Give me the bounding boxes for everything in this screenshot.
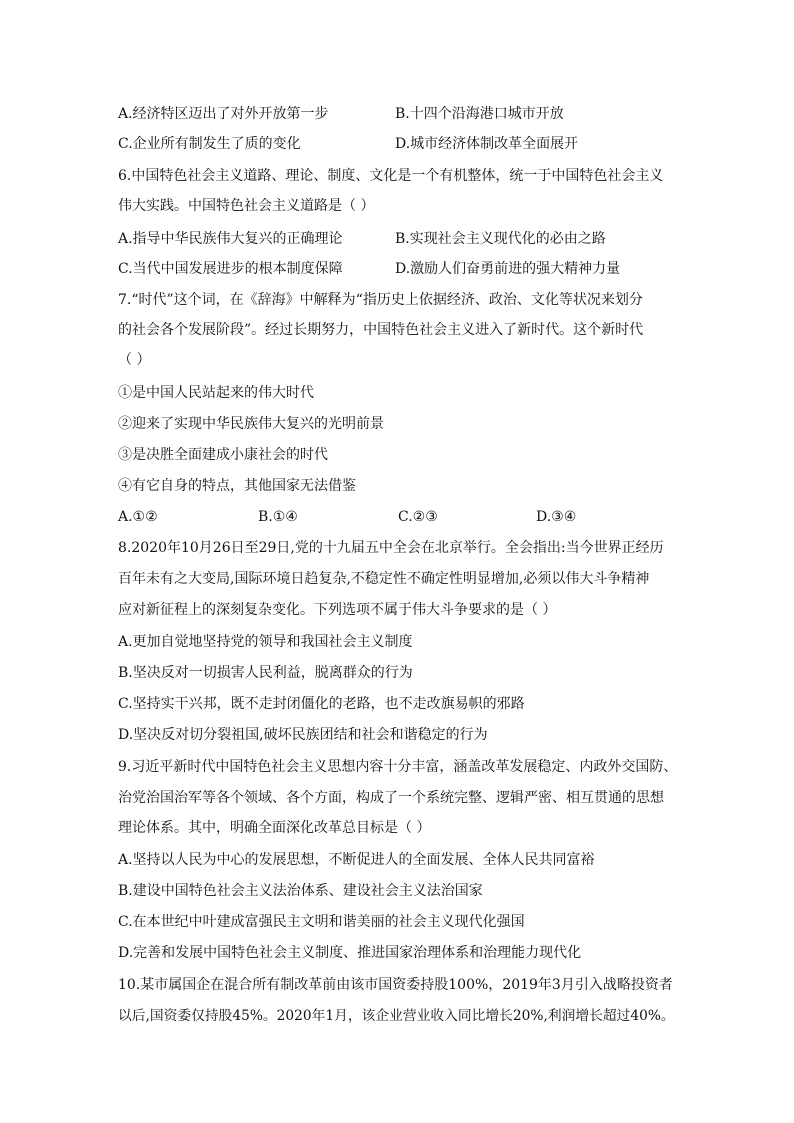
q9-option-a: A.坚持以人民为中心的发展思想，不断促进人的全面发展、全体人民共同富裕 — [118, 852, 595, 868]
q7-item-2: ②迎来了实现中华民族伟大复兴的光明前景 — [118, 416, 384, 432]
q5-option-a: A.经济特区迈出了对外开放第一步 — [118, 106, 329, 122]
q7-stem-line3: （ ） — [118, 352, 151, 368]
q8-option-d: D.坚决反对切分裂祖国,破坏民族团结和社会和谐稳定的行为 — [118, 727, 488, 743]
q7-stem-line2: 的社会各个发展阶段”。经过长期努力，中国特色社会主义进入了新时代。这个新时代 — [118, 322, 644, 338]
q8-option-b: B.坚决反对一切损害人民利益，脱离群众的行为 — [118, 665, 413, 681]
q9-option-b: B.建设中国特色社会主义法治体系、建设社会主义法治国家 — [118, 883, 483, 899]
q7-option-c: C.②③ — [398, 509, 438, 525]
q6-option-c: C.当代中国发展进步的根本制度保障 — [118, 261, 343, 277]
q9-option-c: C.在本世纪中叶建成富强民主文明和谐美丽的社会主义现代化强国 — [118, 914, 525, 930]
q7-item-4: ④有它自身的特点，其他国家无法借鉴 — [118, 478, 356, 494]
q8-option-c: C.坚持实干兴邦，既不走封闭僵化的老路，也不走改旗易帜的邪路 — [118, 696, 525, 712]
q6-option-d: D.激励人们奋勇前进的强大精神力量 — [395, 261, 621, 277]
q6-stem-line2: 伟大实践。中国特色社会主义道路是（ ） — [118, 198, 375, 214]
q10-stem-line1: 10.某市属国企在混合所有制改革前由该市国资委持股100%，2019年3月引入战略投资者 — [118, 977, 673, 993]
q8-stem-line1: 8.2020年10月26日至29日,党的十九届五中全会在北京举行。全会指出:当今世界正经历 — [118, 540, 664, 556]
q6-option-b: B.实现社会主义现代化的必由之路 — [395, 231, 606, 247]
q9-option-d: D.完善和发展中国特色社会主义制度、推进国家治理体系和治理能力现代化 — [118, 945, 582, 961]
q7-item-1: ①是中国人民站起来的伟大时代 — [118, 385, 314, 401]
q8-stem-line3: 应对新征程上的深刻复杂变化。下列选项不属于伟大斗争要求的是（ ） — [118, 602, 557, 618]
q7-item-3: ③是决胜全面建成小康社会的时代 — [118, 447, 328, 463]
q5-option-b: B.十四个沿海港口城市开放 — [395, 106, 564, 122]
q7-option-d: D.③④ — [536, 509, 577, 525]
q5-option-d: D.城市经济体制改革全面展开 — [395, 136, 579, 152]
q5-option-c: C.企业所有制发生了质的变化 — [118, 136, 301, 152]
q7-option-a: A.①② — [118, 509, 158, 525]
q9-stem-line3: 理论体系。其中，明确全面深化改革总目标是（ ） — [118, 820, 431, 836]
q8-option-a: A.更加自觉地坚持党的领导和我国社会主义制度 — [118, 634, 413, 650]
q6-stem-line1: 6.中国特色社会主义道路、理论、制度、文化是一个有机整体，统一于中国特色社会主义 — [118, 168, 664, 184]
q8-stem-line2: 百年未有之大变局,国际环境日趋复杂,不稳定性不确定性明显增加,必须以伟大斗争精神 — [118, 571, 650, 587]
q7-stem-line1: 7.“时代”这个词，在《辞海》中解释为“指历史上依据经济、政治、文化等状况来划分 — [118, 292, 643, 308]
q10-stem-line2: 以后,国资委仅持股45%。2020年1月，该企业营业收入同比增长20%,利润增长超过40%。 — [118, 1008, 675, 1024]
q9-stem-line1: 9.习近平新时代中国特色社会主义思想内容十分丰富，涵盖改革发展稳定、内政外交国防、 — [118, 759, 678, 775]
q7-option-b: B.①④ — [258, 509, 298, 525]
q6-option-a: A.指导中华民族伟大复兴的正确理论 — [118, 231, 343, 247]
q9-stem-line2: 治党治国治军等各个领域、各个方面，构成了一个系统完整、逻辑严密、相互贯通的思想 — [118, 790, 664, 806]
